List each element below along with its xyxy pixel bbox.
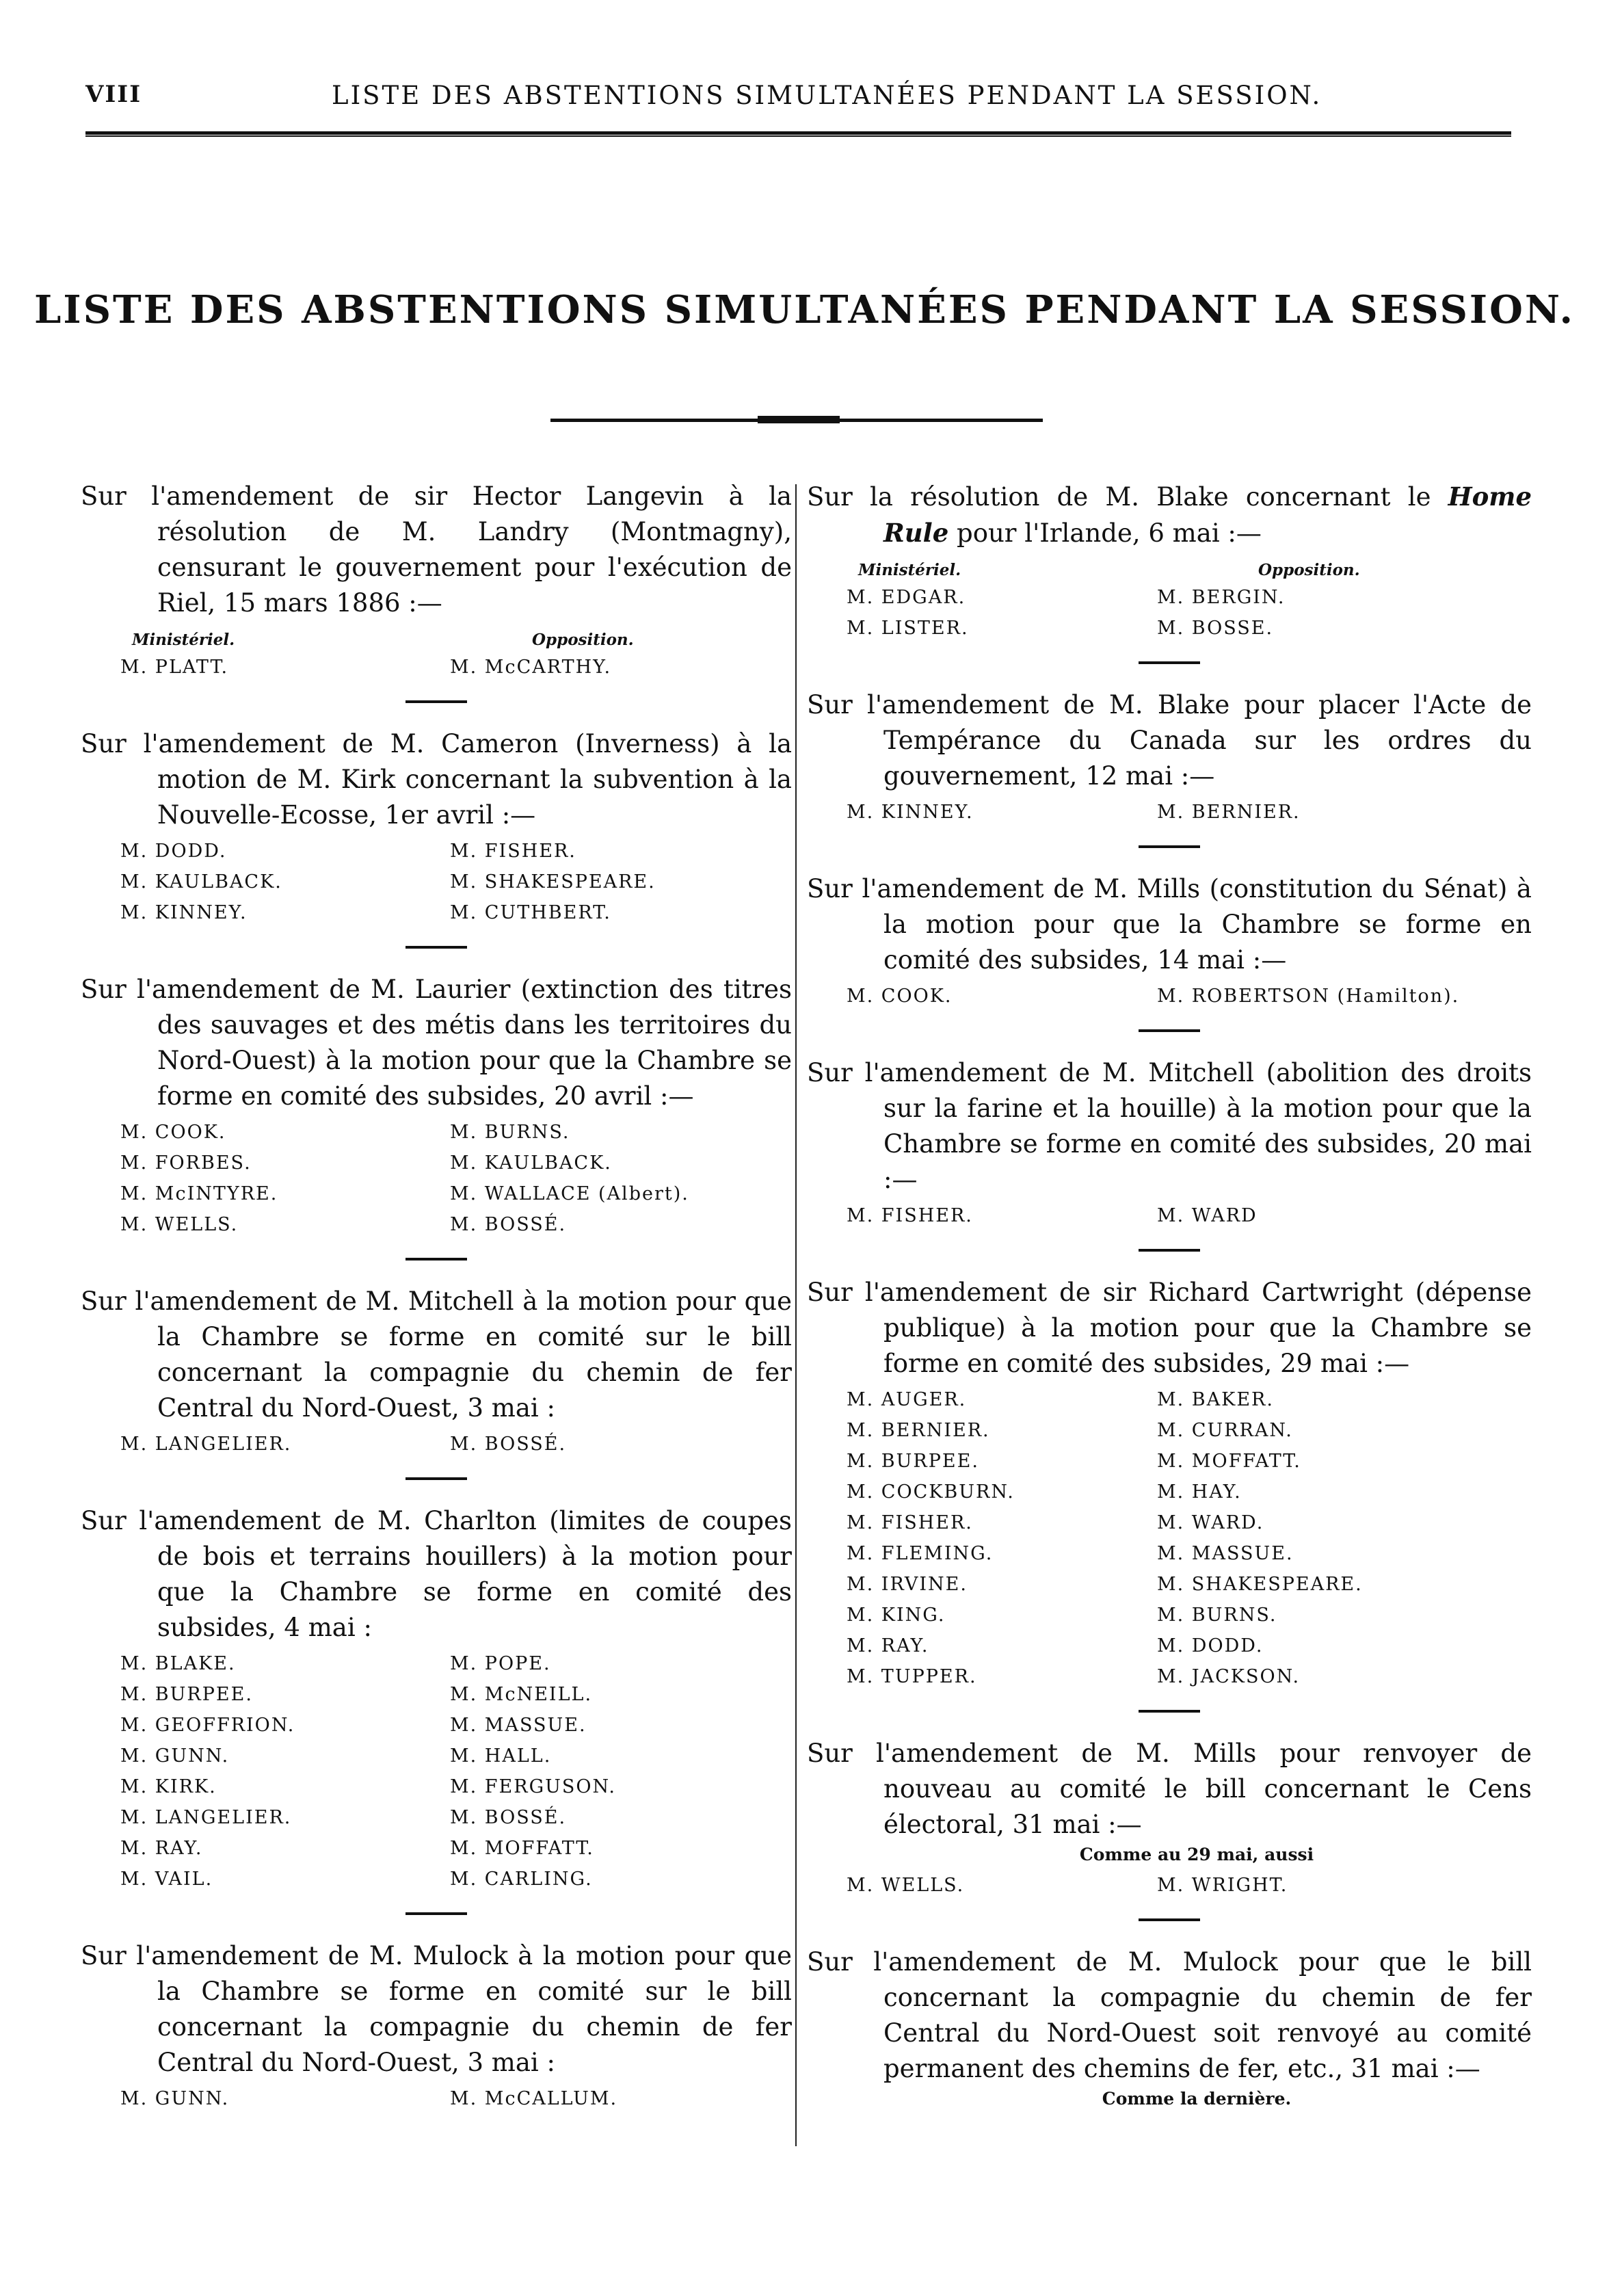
separator-rule — [405, 700, 467, 703]
heading-opposition: Opposition. — [1258, 561, 1360, 579]
left-column — [81, 479, 792, 2236]
name-pairs — [81, 1648, 792, 1895]
member-name: M. WRIGHT. — [1157, 1875, 1288, 1896]
member-name: M. McINTYRE. — [120, 1183, 278, 1204]
name-pairs — [81, 2083, 792, 2114]
page-title: LISTE DES ABSTENTIONS SIMULTANÉES PENDANT LA SESSION. — [34, 287, 1575, 332]
name-pairs — [81, 652, 792, 683]
column-divider — [795, 484, 797, 2146]
member-name: M. WARD — [1157, 1205, 1258, 1226]
member-name: M. LANGELIER. — [120, 1434, 292, 1455]
party-headings — [81, 631, 792, 649]
abstention-entry — [81, 726, 792, 928]
note-text: Comme la dernière. — [1102, 2089, 1292, 2109]
member-name: M. ROBERTSON (Hamilton). — [1157, 986, 1460, 1007]
member-name: M. CARLING. — [450, 1869, 593, 1890]
motion-text-part: Sur la résolution de M. Blake concernant le — [807, 482, 1448, 512]
motion-text: Sur l'amendement de M. Mitchell à la motion pour que la Chambre se forme en comité sur le bill concernant la compagnie du chemin de fer Central du Nord-Ouest, 3 mai : — [81, 1286, 792, 1423]
name-pairs — [81, 1429, 792, 1460]
heading-ministeriel: Ministériel. — [132, 631, 235, 649]
member-name: M. BOSSÉ. — [450, 1214, 567, 1235]
motion-text: Sur l'amendement de M. Mulock à la motion pour que la Chambre se forme en comité sur le bill concernant la compagnie du chemin de fer Central du Nord-Ouest, 3 mai : — [81, 1941, 792, 2077]
member-name: M. BOSSE. — [1157, 618, 1274, 639]
member-name: M. DODD. — [120, 841, 227, 862]
member-name: M. MASSUE. — [450, 1715, 587, 1736]
motion-text-part: pour l'Irlande, 6 mai :— — [948, 518, 1262, 548]
party-headings — [807, 561, 1532, 579]
separator-rule — [1139, 1710, 1200, 1713]
member-name: M. IRVINE. — [847, 1574, 968, 1595]
member-name: M. CURRAN. — [1157, 1420, 1293, 1441]
separator-rule — [405, 1258, 467, 1261]
member-name: M. WELLS. — [847, 1875, 965, 1896]
heading-ministeriel: Ministériel. — [858, 561, 961, 579]
member-name: M. BERGIN. — [1157, 587, 1286, 608]
name-pairs — [807, 1200, 1532, 1231]
member-name: M. BOSSÉ. — [450, 1434, 567, 1455]
name-pairs — [807, 797, 1532, 828]
separator-rule — [1139, 661, 1200, 664]
separator-rule — [405, 946, 467, 949]
member-name: M. KIRK. — [120, 1776, 217, 1797]
member-name: M. FISHER. — [847, 1512, 973, 1533]
motion-text-italic: Home Rule — [883, 481, 1532, 548]
abstention-entry — [81, 972, 792, 1240]
member-name: M. SHAKESPEARE. — [1157, 1574, 1363, 1595]
member-name: M. HAY. — [1157, 1481, 1242, 1503]
separator-rule — [1139, 1249, 1200, 1252]
separator-rule — [405, 1912, 467, 1915]
abstention-entry — [807, 1736, 1532, 1901]
separator-rule — [405, 1477, 467, 1480]
member-name: M. WALLACE (Albert). — [450, 1183, 689, 1204]
member-name: M. BERNIER. — [847, 1420, 990, 1441]
abstention-entry — [807, 1275, 1532, 1692]
member-name: M. COOK. — [847, 986, 953, 1007]
member-name: M. HALL. — [450, 1745, 552, 1767]
abstention-entry — [807, 871, 1532, 1012]
member-name: M. KINNEY. — [847, 802, 974, 823]
member-name: M. FERGUSON. — [450, 1776, 617, 1797]
member-name: M. McCALLUM. — [450, 2088, 618, 2109]
abstention-entry — [807, 1055, 1532, 1231]
member-name: M. WELLS. — [120, 1214, 239, 1235]
member-name: M. BURNS. — [450, 1122, 570, 1143]
motion-text: Sur l'amendement de M. Mulock pour que le bill concernant la compagnie du chemin de fer Central du Nord-Ouest soit renvoyé au comité permanent des chemins de fer, etc., 31 mai :— — [807, 1947, 1532, 2083]
name-pairs — [81, 1117, 792, 1240]
member-name: M. RAY. — [120, 1838, 203, 1859]
motion-text: Sur l'amendement de M. Charlton (limites de coupes de bois et terrains houillers) à la motion pour que la Chambre se forme en comité des subsides, 4 mai : — [81, 1506, 792, 1642]
member-name: M. DODD. — [1157, 1635, 1264, 1657]
member-name: M. RAY. — [847, 1635, 929, 1657]
motion-text — [807, 479, 1532, 551]
member-name: M. TUPPER. — [847, 1666, 977, 1687]
motion-text: Sur l'amendement de sir Hector Langevin à la résolution de M. Landry (Montmagny), censurant le gouvernement pour l'exécution de Riel, 15 mars 1886 :— — [81, 481, 792, 618]
member-name: M. FISHER. — [450, 841, 576, 862]
member-name: M. LISTER. — [847, 618, 969, 639]
header-rule — [85, 131, 1511, 137]
member-name: M. MOFFATT. — [1157, 1451, 1301, 1472]
abstention-entry — [807, 1944, 1532, 2111]
member-name: M. CUTHBERT. — [450, 902, 611, 923]
member-name: M. BURPEE. — [120, 1684, 253, 1705]
member-name: M. McNEILL. — [450, 1684, 593, 1705]
member-name: M. MASSUE. — [1157, 1543, 1294, 1564]
member-name: M. KING. — [847, 1605, 946, 1626]
name-pairs — [807, 981, 1532, 1012]
member-name: M. LANGELIER. — [120, 1807, 292, 1828]
member-name: M. KAULBACK. — [120, 871, 282, 893]
motion-text: Sur l'amendement de M. Mills (constitution du Sénat) à la motion pour que la Chambre se forme en comité des subsides, 14 mai :— — [807, 874, 1532, 975]
member-name: M. GUNN. — [120, 1745, 230, 1767]
abstention-entry — [81, 1503, 792, 1895]
member-name: M. POPE. — [450, 1653, 551, 1674]
member-name: M. KAULBACK. — [450, 1152, 612, 1174]
motion-text: Sur l'amendement de sir Richard Cartwright (dépense publique) à la motion pour que la Chambre se forme en comité des subsides, 29 mai :— — [807, 1278, 1532, 1378]
member-name: M. BLAKE. — [120, 1653, 236, 1674]
member-name: M. SHAKESPEARE. — [450, 871, 656, 893]
running-title: LISTE DES ABSTENTIONS SIMULTANÉES PENDANT LA SESSION. — [332, 81, 1322, 110]
member-name: M. BURNS. — [1157, 1605, 1277, 1626]
member-name: M. WARD. — [1157, 1512, 1264, 1533]
abstention-entry — [81, 1284, 792, 1460]
member-name: M. GUNN. — [120, 2088, 230, 2109]
member-name: M. McCARTHY. — [450, 657, 612, 678]
abstention-entry — [807, 479, 1532, 644]
member-name: M. VAIL. — [120, 1869, 213, 1890]
separator-rule — [1139, 1918, 1200, 1921]
motion-text: Sur l'amendement de M. Laurier (extinction des titres des sauvages et des métis dans les territoires du Nord-Ouest) à la motion pour que la Chambre se forme en comité des subsides, 20 avril :— — [81, 975, 792, 1111]
running-head — [85, 81, 1511, 115]
name-pairs — [807, 1384, 1532, 1692]
motion-text: Sur l'amendement de M. Mills pour renvoyer de nouveau au comité le bill concernant le Cens électoral, 31 mai :— — [807, 1739, 1532, 1839]
right-column — [807, 479, 1532, 2236]
member-name: M. FORBES. — [120, 1152, 252, 1174]
member-name: M. PLATT. — [120, 657, 229, 678]
member-name: M. BAKER. — [1157, 1389, 1274, 1410]
member-name: M. BURPEE. — [847, 1451, 979, 1472]
motion-text: Sur l'amendement de M. Mitchell (abolition des droits sur la farine et la houille) à la motion pour que la Chambre se forme en comité des subsides, 20 mai :— — [807, 1058, 1532, 1194]
separator-rule — [1139, 845, 1200, 848]
member-name: M. COCKBURN. — [847, 1481, 1015, 1503]
name-pairs — [81, 836, 792, 928]
member-name: M. JACKSON. — [1157, 1666, 1301, 1687]
motion-text: Sur l'amendement de M. Blake pour placer l'Acte de Tempérance du Canada sur les ordres du gouvernement, 12 mai :— — [807, 690, 1532, 791]
heading-opposition: Opposition. — [532, 631, 634, 649]
member-name: M. AUGER. — [847, 1389, 967, 1410]
separator-rule — [1139, 1029, 1200, 1032]
member-name: M. GEOFFRION. — [120, 1715, 295, 1736]
member-name: M. EDGAR. — [847, 587, 966, 608]
name-pairs — [807, 1870, 1532, 1901]
name-pairs — [807, 582, 1532, 644]
member-name: M. BERNIER. — [1157, 802, 1301, 823]
page-number: VIII — [85, 81, 142, 108]
abstention-entry — [81, 1938, 792, 2114]
note-text: Comme au 29 mai, aussi — [1079, 1845, 1314, 1864]
abstention-entry — [81, 479, 792, 683]
member-name: M. COOK. — [120, 1122, 226, 1143]
member-name: M. FISHER. — [847, 1205, 973, 1226]
member-name: M. KINNEY. — [120, 902, 248, 923]
member-name: M. BOSSÉ. — [450, 1807, 567, 1828]
motion-text: Sur l'amendement de M. Cameron (Inverness) à la motion de M. Kirk concernant la subvention à la Nouvelle-Ecosse, 1er avril :— — [81, 729, 792, 830]
member-name: M. FLEMING. — [847, 1543, 994, 1564]
abstention-entry — [807, 687, 1532, 828]
member-name: M. MOFFATT. — [450, 1838, 594, 1859]
title-rule-ornament — [758, 416, 840, 423]
